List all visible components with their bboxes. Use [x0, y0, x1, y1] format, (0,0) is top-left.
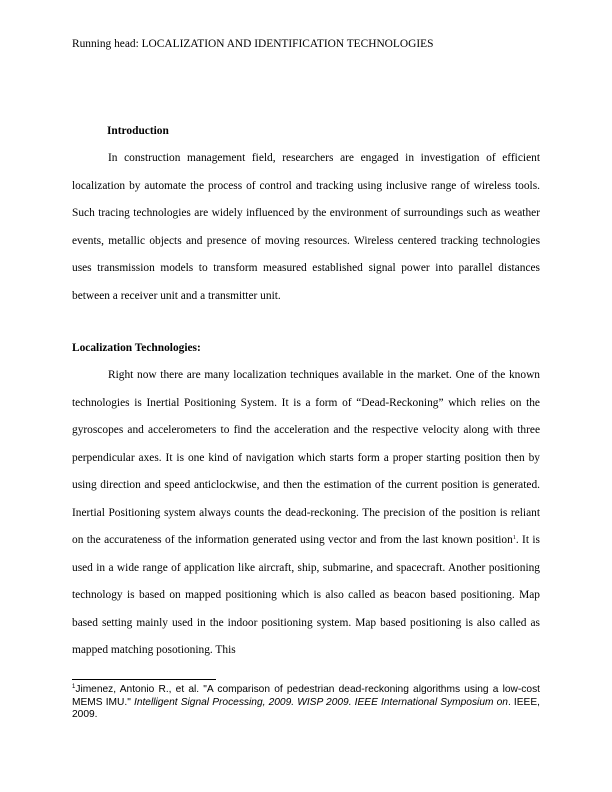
localization-paragraph-part2: . It is used in a wide range of application like aircraft, ship, submarine, and spacecraft. Another positioning technology is based on mapped positioning which is also called as beacon based positioning. Map based setting mainly used in the indoor positioning system. Map based positioning is also called as mapped matching posotioning. This	[72, 534, 540, 656]
footnote-tail: . IEEE, 2009.	[72, 696, 540, 721]
running-head: Running head: LOCALIZATION AND IDENTIFICATION TECHNOLOGIES	[72, 38, 434, 50]
footnote-marker: 1	[72, 684, 76, 690]
footnote-text: Jimenez, Antonio R., et al. "A comparison of pedestrian dead-reckoning algorithms using a low-cost MEMS IMU."	[72, 684, 540, 708]
localization-heading: Localization Technologies:	[72, 342, 201, 354]
introduction-paragraph: In construction management field, researchers are engaged in investigation of efficient localization by automate the process of control and tracking using inclusive range of wireless tools. Such tracing technologies are widely influenced by the environment of surroundings such as weather events, metallic objects and presence of moving resources. Wireless centered tracking technologies uses transmission models to transform measured established signal power into parallel distances between a receiver unit and a transmitter unit.	[72, 152, 540, 302]
footnote-separator	[72, 679, 216, 680]
localization-paragraph	[72, 362, 540, 665]
footnote	[72, 684, 540, 722]
footnote-reference[interactable]: 1	[512, 535, 516, 541]
localization-paragraph-part1: Right now there are many localization techniques available in the market. One of the known technologies is Inertial Positioning System. It is a form of “Dead-Reckoning” which relies on the gyroscopes and accelerometers to find the acceleration and the respective velocity along with three perpendicular axes. It is one kind of navigation which starts form a proper starting position then by using direction and speed anticlockwise, and then the estimation of the current position is generated. Inertial Positioning system always counts the dead-reckoning. The precision of the position is reliant on the accurateness of the information generated using vector and from the last known position	[72, 369, 540, 546]
introduction-heading: Introduction	[107, 125, 169, 137]
footnote-italic-title: Intelligent Signal Processing, 2009. WISP 2009. IEEE International Symposium on	[133, 696, 508, 708]
